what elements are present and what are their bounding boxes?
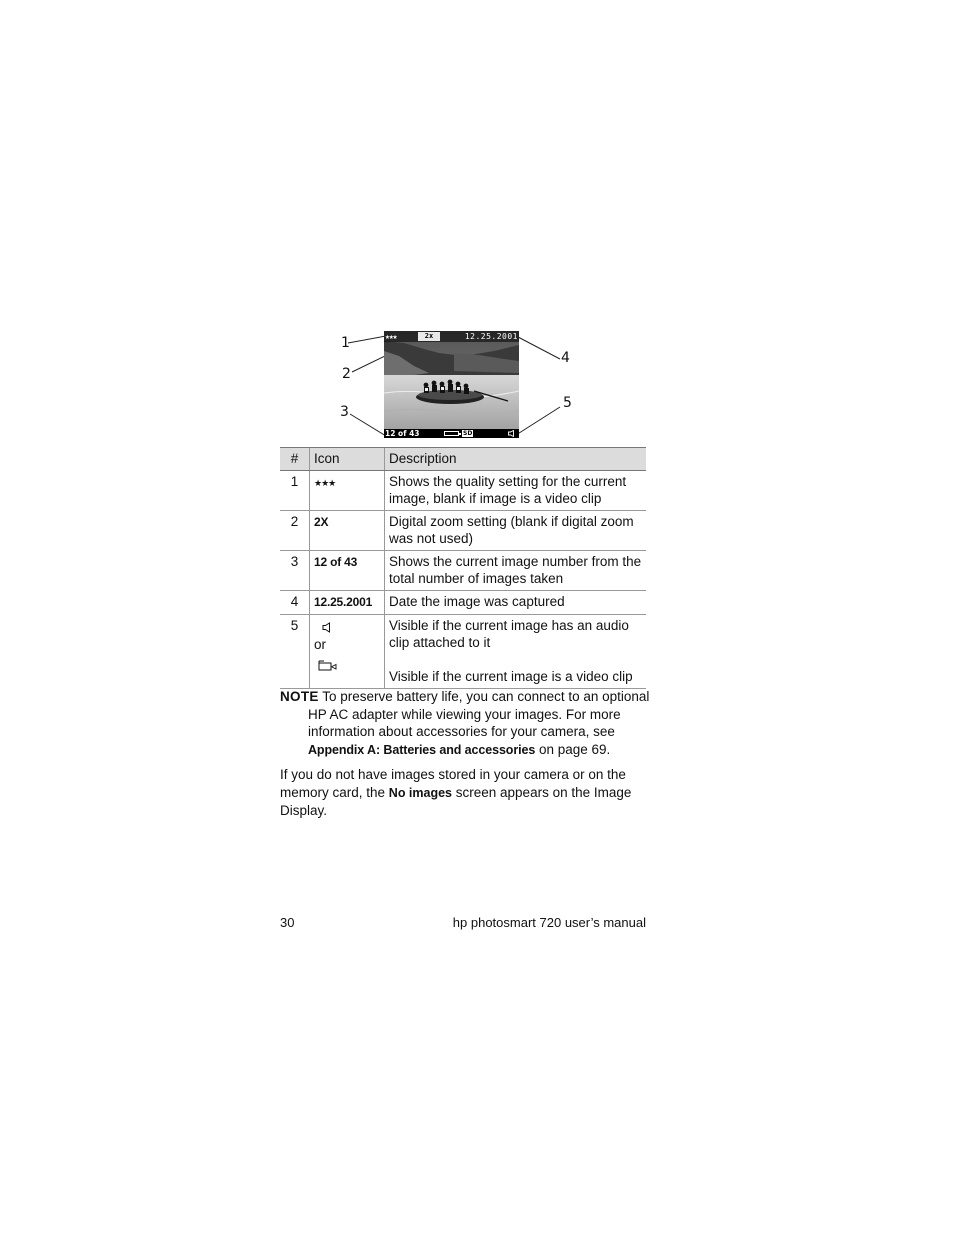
note-block [280,688,650,759]
row-description [385,615,647,689]
table-row [280,471,646,511]
header-number: # [280,448,310,471]
capture-date: 12.25.2001 [464,332,518,341]
table-header-row [280,448,646,471]
row-number: 5 [280,615,310,689]
callout-4: 4 [561,350,570,366]
row-icon [310,551,385,591]
lcd-status-bar-top [384,331,519,342]
rafting-photo [384,331,519,438]
manual-title: hp photosmart 720 user’s manual [452,915,646,930]
date-label: 12.25.2001 [314,595,373,609]
callout-3: 3 [340,404,349,420]
row-number: 2 [280,511,310,551]
row-number: 3 [280,551,310,591]
audio-description: Visible if the current image has an audio clip attached to it [389,618,629,650]
star-icon: ★★★ [385,332,397,341]
paragraph-text-before: If you do not have images stored in your camera or on the memory card, the [280,767,626,800]
image-count-label: 12 of 43 [314,555,358,569]
row-description: Date the image was captured [385,591,647,615]
star-icon: ★★★ [314,478,336,488]
or-label: or [314,637,327,652]
battery-icon [444,431,459,436]
page-number: 30 [280,915,295,930]
row-number: 4 [280,591,310,615]
row-description: Digital zoom setting (blank if digital zoom was not used) [385,511,647,551]
table-row [280,591,646,615]
video-camera-icon [318,660,338,671]
note-text-before: To preserve battery life, you can connect to an optional HP AC adapter while viewing your images. For more information about accessories for your camera, see [308,689,650,739]
callout-2: 2 [342,366,351,382]
row-icon [310,471,385,511]
callout-5: 5 [563,395,572,411]
no-images-paragraph [280,766,650,820]
row-icon [310,511,385,551]
zoom-badge: 2x [418,332,440,341]
row-description: Shows the quality setting for the current image, blank if image is a video clip [385,471,647,511]
image-display-figure [330,325,590,443]
icon-description-table [280,447,646,689]
lcd-screen [384,331,519,438]
video-description: Visible if the current image is a video clip [389,669,633,684]
table-row [280,615,646,689]
appendix-a-link[interactable]: Appendix A: Batteries and accessories [308,742,536,757]
table-row [280,511,646,551]
header-icon: Icon [310,448,385,471]
row-icon [310,591,385,615]
lcd-status-bar-bottom [384,429,519,438]
header-description: Description [385,448,647,471]
sd-card-icon: SD [463,430,473,437]
image-count: 12 of 43 [385,429,420,438]
zoom-label: 2X [314,515,329,529]
speaker-icon [322,622,334,633]
row-number: 1 [280,471,310,511]
no-images-term: No images [388,785,453,800]
speaker-icon [508,430,516,437]
row-icon [310,615,385,689]
note-text-after: on page 69. [535,741,611,757]
table-row [280,551,646,591]
paragraph-text-after: screen appears on the Image Display. [280,784,632,818]
row-description: Shows the current image number from the total number of images taken [385,551,647,591]
callout-1: 1 [341,335,350,351]
note-label: NOTE [280,689,319,704]
